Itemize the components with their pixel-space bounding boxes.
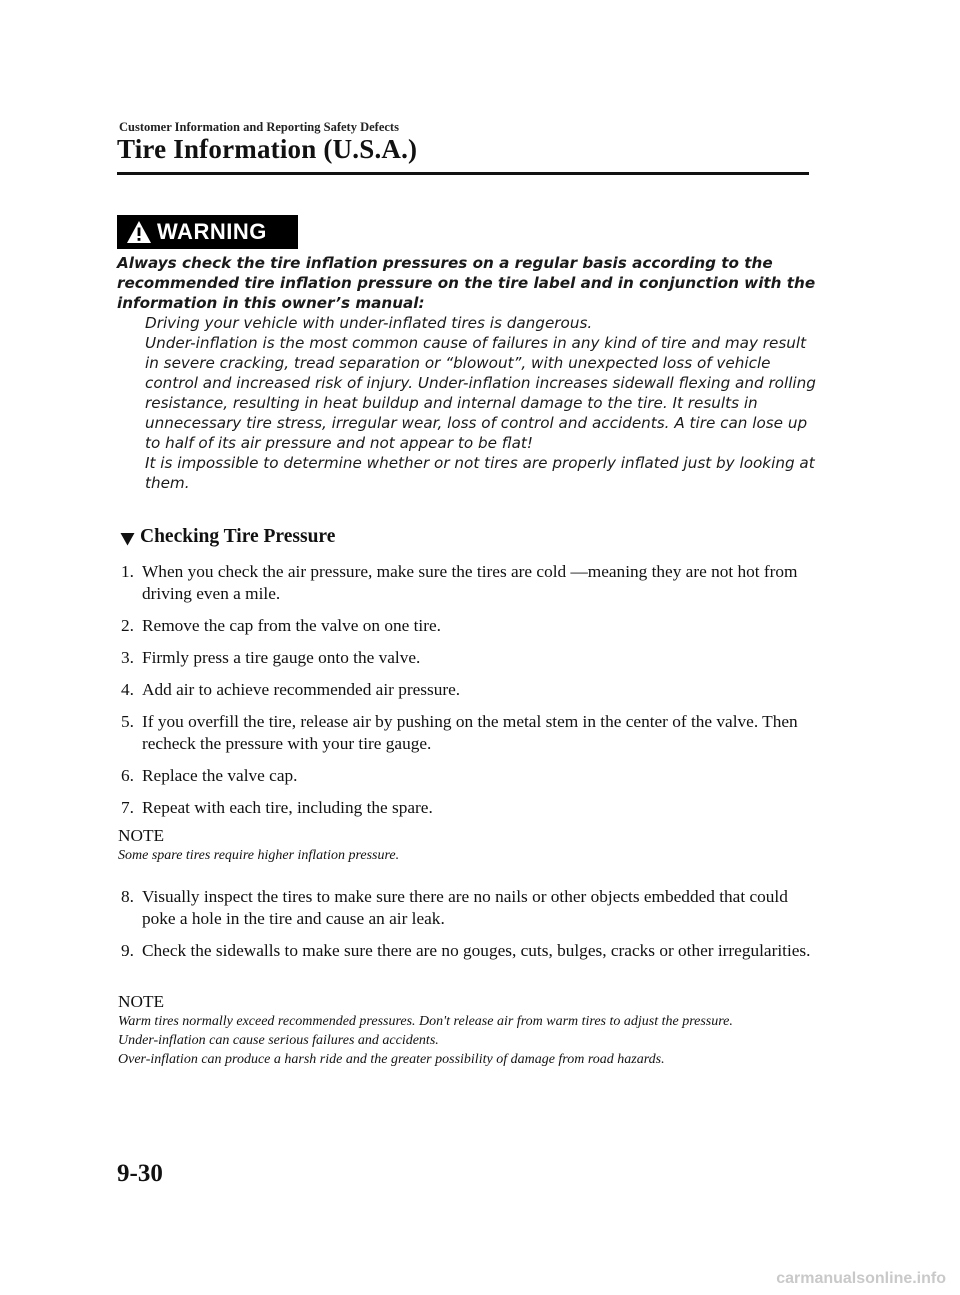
step-number: 3. [121,648,134,667]
note-label: NOTE [118,826,165,845]
step-text: Check the sidewalls to make sure there are no gouges, cuts, bulges, cracks or other irregularities. [142,941,811,960]
title-divider [117,172,809,175]
list-item [121,615,811,637]
triangle-down-icon [120,530,135,544]
warning-triangle-icon [126,220,152,244]
section-heading [120,526,335,548]
warning-banner [117,215,298,249]
note-label: NOTE [118,992,165,1011]
note-text: Under-inflation can cause serious failures and accidents. [118,1033,439,1048]
step-number: 8. [121,887,134,906]
step-text: Firmly press a tire gauge onto the valve. [142,648,421,667]
step-text: Add air to achieve recommended air pressure. [142,680,461,699]
list-item [121,797,811,819]
step-number: 2. [121,616,134,635]
steps-list-b [121,886,811,972]
watermark: carmanualsonline.info [776,1270,946,1287]
list-item [121,561,811,605]
step-text: When you check the air pressure, make sure the tires are cold —meaning they are not hot from driving even a mile. [142,562,798,603]
step-text: Replace the valve cap. [142,766,298,785]
step-text: If you overfill the tire, release air by pushing on the metal stem in the center of the valve. Then recheck the pressure with your tire gauge. [142,712,798,753]
step-number: 4. [121,680,134,699]
list-item [121,940,811,962]
section-heading-text: Checking Tire Pressure [140,526,336,547]
list-item [121,711,811,755]
section-label: Customer Information and Reporting Safety Defects [119,120,399,134]
list-item [121,647,811,669]
step-text: Repeat with each tire, including the spare. [142,798,433,817]
list-item [121,679,811,701]
step-number: 1. [121,562,134,581]
step-number: 9. [121,941,134,960]
note-block [118,992,810,1069]
step-text: Remove the cap from the valve on one tire. [142,616,441,635]
steps-list-a [121,561,811,829]
step-number: 7. [121,798,134,817]
note-block [118,826,810,865]
list-item [121,886,811,930]
warning-intro: Always check the tire inflation pressures on a regular basis according to the recommended tire inflation pressure on the tire label and in conjunction with the information in this owner’s manual: [117,254,816,312]
step-text: Visually inspect the tires to make sure there are no nails or other objects embedded that could poke a hole in the tire and cause an air leak. [142,887,788,928]
warning-paragraph: Under-inflation is the most common cause of failures in any kind of tire and may result in severe cracking, tread separation or “blowout”, with unexpected loss of vehicle control and increased risk of injury. Under-inflation increases sidewall flexing and rolling resistance, resulting in heat buildup and internal damage to the tire. It results in unnecessary tire stress, irregular wear, loss of control and accidents. A tire can lose up to half of its air pressure and not appear to be flat! [145,334,816,452]
note-text: Over-inflation can produce a harsh ride and the greater possibility of damage from road hazards. [118,1052,665,1067]
note-text: Warm tires normally exceed recommended pressures. Don't release air from warm tires to adjust the pressure. [118,1014,733,1029]
warning-paragraph: Driving your vehicle with under-inflated tires is dangerous. [145,314,593,332]
warning-text-block [117,253,817,493]
list-item [121,765,811,787]
page-number: 9-30 [117,1160,163,1187]
warning-paragraph: It is impossible to determine whether or not tires are properly inflated just by looking at them. [145,454,815,492]
warning-body [117,313,817,493]
page-title: Tire Information (U.S.A.) [117,134,418,164]
step-number: 6. [121,766,134,785]
note-text: Some spare tires require higher inflation pressure. [118,848,400,863]
warning-label: WARNING [157,219,267,244]
step-number: 5. [121,712,134,731]
